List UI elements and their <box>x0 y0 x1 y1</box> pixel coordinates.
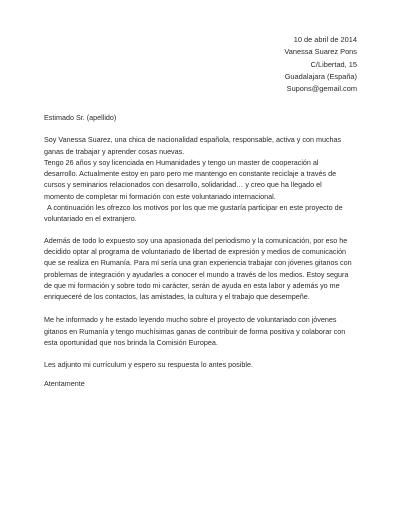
paragraph-motivation <box>44 235 362 303</box>
sender-block <box>284 34 357 95</box>
sender-street: C/Libertad, 15 <box>310 59 357 69</box>
letter-date: 10 de abril de 2014 <box>293 35 357 44</box>
paragraph-line: problemas de integración y ayudarles a conocer el mundo a través de los medios. Estoy segura <box>44 269 349 279</box>
paragraph-attachment <box>44 359 362 370</box>
paragraph-line: que se realiza en Rumanía. Para mí sería una gran experiencia trabajar con jóvenes gitanos con <box>44 258 352 268</box>
paragraph-line: voluntariado en el extranjero. <box>44 214 137 224</box>
paragraph-line: decidido optar al programa de voluntariado de libertad de expresión y medios de comunicación <box>44 246 347 256</box>
paragraph-line: Soy Vanessa Suarez, una chica de nacionalidad española, responsable, activa y con muchas <box>44 135 342 145</box>
paragraph-line: esta oportunidad que nos brinda la Comisión Europea. <box>44 338 218 348</box>
sender-name: Vanessa Suarez Pons <box>284 47 357 57</box>
paragraph-line: enriqueceré de los contactos, las amistades, la cultura y el trabajo que desempeñe. <box>44 292 310 302</box>
paragraph-research <box>44 314 362 348</box>
paragraph-line: Además de todo lo expuesto soy una apasionada del periodismo y la comunicación, por eso he <box>44 235 348 245</box>
paragraph-line: Les adjunto mi currículum y espero su respuesta lo antes posible. <box>44 360 253 370</box>
paragraph-intro <box>44 134 362 224</box>
letter-greeting: Estimado Sr. (apellido) <box>44 113 117 122</box>
paragraph-line: cursos y seminarios relacionados con desarrollo, solidaridad… y creo que ha llegado el <box>44 180 322 190</box>
paragraph-line: gitanos en Rumanía y tengo muchísimas ganas de contribuir de forma positiva y colaborar con <box>44 326 346 336</box>
paragraph-line: momento de completar mi formación con este voluntariado internacional. <box>44 191 276 201</box>
paragraph-line: ganas de trabajar y aprender cosas nuevas. <box>44 146 185 156</box>
paragraph-line: de que mi formación y sobre todo mi carácter, serán de ayuda en esta labor y además yo me <box>44 280 340 290</box>
paragraph-line: desarrollo. Actualmente estoy en paro pero me mantengo en constante reciclaje a través de <box>44 169 337 179</box>
sender-email: Supons@gemail.com <box>286 84 357 94</box>
letter-closing: Atentamente <box>44 378 85 388</box>
paragraph-line: Tengo 26 años y soy licenciada en Humanidades y tengo un master de cooperación al <box>44 157 319 167</box>
paragraph-line: Me he informado y he estado leyendo mucho sobre el proyecto de voluntariado con jóvenes <box>44 315 337 325</box>
paragraph-line: A continuación les ofrezco los motivos por los que me gustaría participar en este proyecto de <box>47 203 343 213</box>
letter-body <box>44 112 362 389</box>
sender-city: Guadalajara (España) <box>284 71 357 81</box>
